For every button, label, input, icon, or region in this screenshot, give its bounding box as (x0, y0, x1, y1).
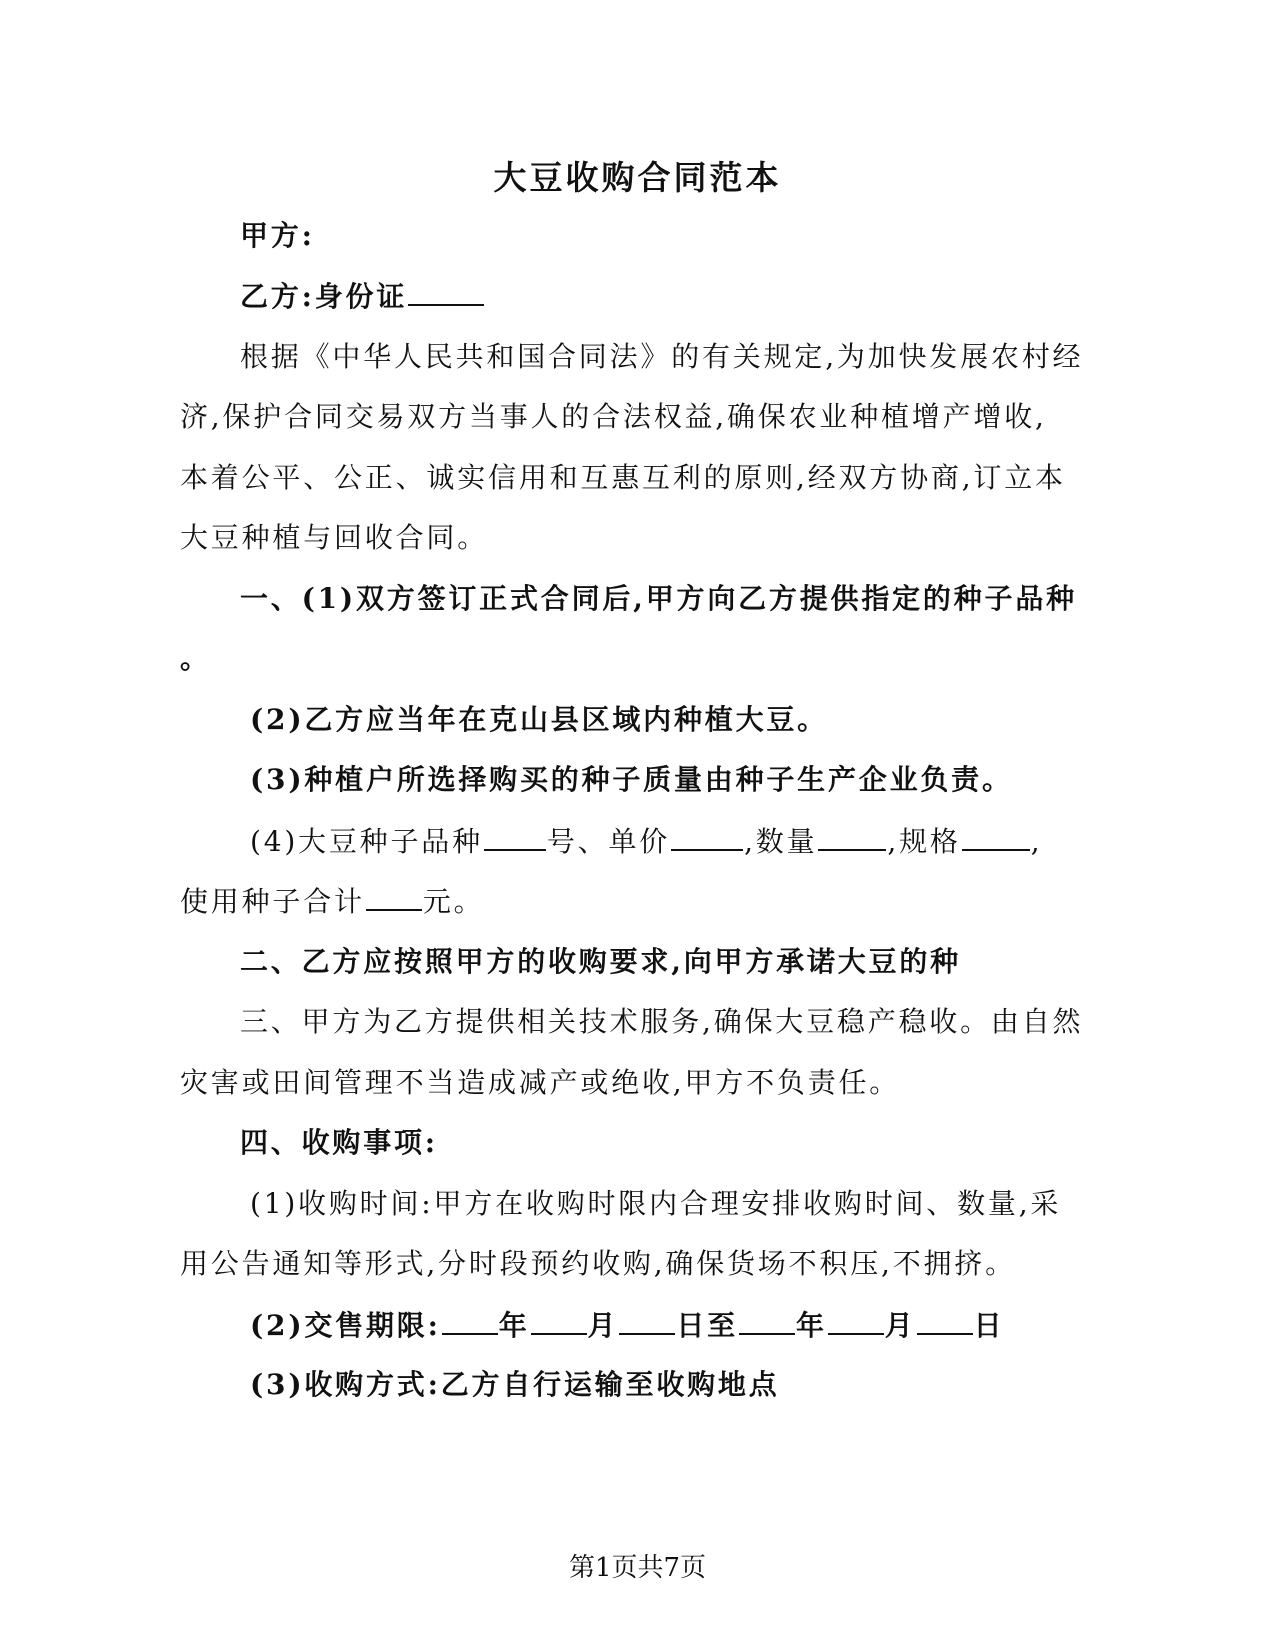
clause-3-line-1: 三、甲方为乙方提供相关技术服务,确保大豆稳产稳收。由自然 (240, 1005, 1084, 1038)
unit-price-blank (671, 823, 743, 851)
yuan-label: 元。 (422, 885, 485, 918)
clause-4-1-line-1: (1)收购时间:甲方在收购时限内合理安排收购时间、数量,采 (250, 1187, 1062, 1220)
year-label-2: 年 (795, 1309, 827, 1342)
clause-4-2 (250, 1307, 1004, 1344)
end-year-blank (739, 1307, 795, 1335)
day-to-label: 日至 (676, 1309, 738, 1342)
party-b-line (240, 278, 485, 315)
unit-price-label: 号、单价 (546, 825, 671, 858)
comma: , (1030, 825, 1043, 858)
seed-variety-label: (4)大豆种子品种 (250, 825, 483, 858)
preamble-line-4: 大豆种植与回收合同。 (180, 521, 489, 554)
clause-1-2: (2)乙方应当年在克山县区域内种植大豆。 (250, 703, 828, 736)
end-month-blank (828, 1307, 884, 1335)
preamble-line-2: 济,保护合同交易双方当事人的合法权益,确保农业种植增产增收, (180, 400, 1047, 433)
party-b-label: 乙方:身份证 (240, 280, 408, 313)
seed-total-label: 使用种子合计 (180, 885, 365, 918)
quantity-label: ,数量 (744, 825, 818, 858)
document-title: 大豆收购合同范本 (493, 158, 782, 197)
preamble-line-3: 本着公平、公正、诚实信用和互惠互利的原则,经双方协商,订立本 (180, 461, 1066, 494)
spec-label: ,规格 (887, 825, 961, 858)
start-day-blank (619, 1307, 675, 1335)
clause-4-1-line-2: 用公告通知等形式,分时段预约收购,确保货场不积压,不拥挤。 (180, 1247, 1016, 1280)
clause-1-3: (3)种植户所选择购买的种子质量由种子生产企业负责。 (250, 763, 1013, 796)
variety-number-blank (484, 823, 546, 851)
start-month-blank (531, 1307, 587, 1335)
clause-1-4-line-2 (180, 883, 484, 920)
clause-3-line-2: 灾害或田间管理不当造成减产或绝收,甲方不负责任。 (180, 1066, 901, 1099)
preamble-line-1: 根据《中华人民共和国合同法》的有关规定,为加快发展农村经 (240, 340, 1084, 373)
day-label-2: 日 (973, 1309, 1005, 1342)
spec-blank (962, 823, 1030, 851)
page-footer: 第1页共7页 (568, 1553, 707, 1583)
clause-1-4-line-1 (250, 823, 1042, 860)
party-a-label: 甲方: (240, 219, 315, 252)
month-label: 月 (587, 1309, 619, 1342)
end-day-blank (917, 1307, 973, 1335)
delivery-period-label: (2)交售期限: (250, 1309, 441, 1342)
id-number-blank (408, 278, 484, 306)
start-year-blank (442, 1307, 498, 1335)
quantity-blank (818, 823, 886, 851)
seed-total-blank (366, 883, 422, 911)
clause-4-3: (3)收购方式:乙方自行运输至收购地点 (250, 1368, 780, 1401)
clause-1-1-line-1: 一、(1)双方签订正式合同后,甲方向乙方提供指定的种子品种 (240, 582, 1077, 615)
year-label: 年 (498, 1309, 530, 1342)
clause-1-1-line-2: 。 (180, 642, 211, 675)
clause-2: 二、乙方应按照甲方的收购要求,向甲方承诺大豆的种 (240, 945, 961, 978)
clause-4-heading: 四、收购事项: (240, 1126, 438, 1159)
month-label-2: 月 (884, 1309, 916, 1342)
